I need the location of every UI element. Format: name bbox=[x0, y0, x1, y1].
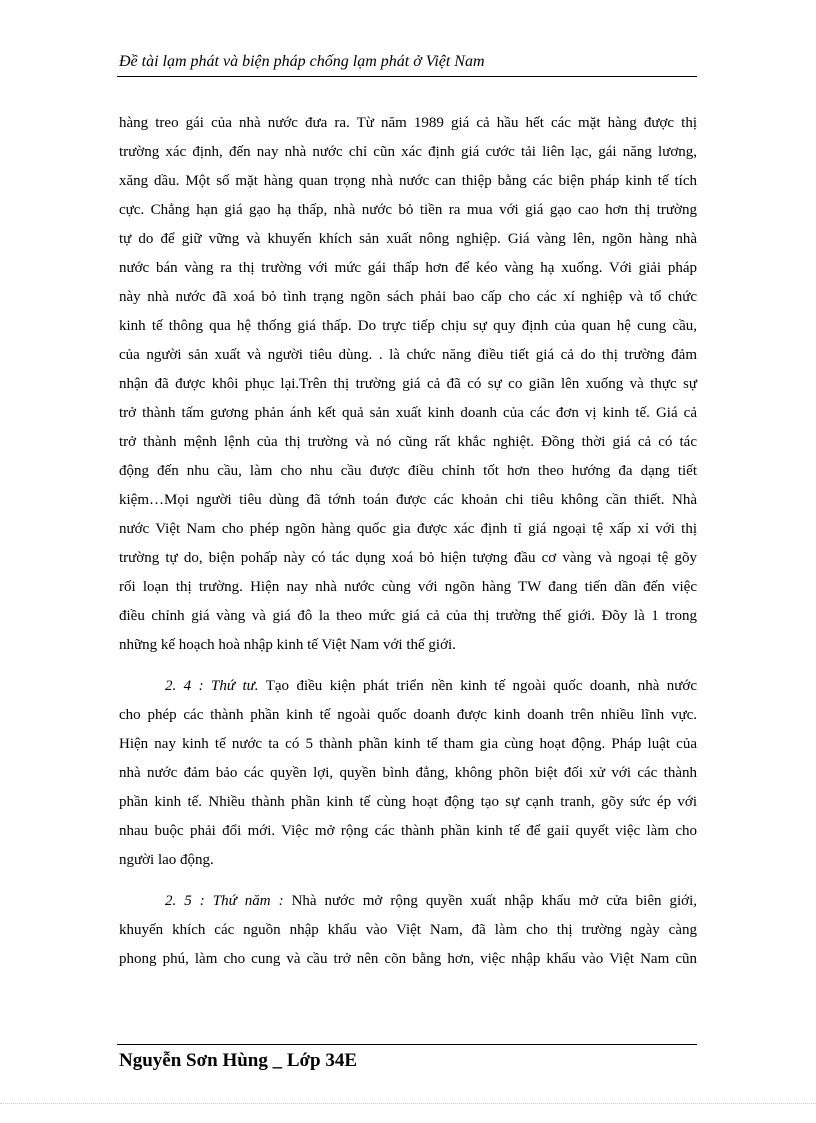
body-line: xăng dầu. Một số mặt hàng quan trọng nhà nước can thiệp bằng các biện pháp kinh tế tích bbox=[119, 173, 697, 189]
section-2-5-text: Nhà nước mở rộng quyền xuất nhập khẩu mở cửa biên giới, bbox=[283, 893, 697, 909]
header-divider bbox=[117, 76, 697, 77]
body-line: này nhà nước đã xoá bỏ tình trạng ngõn sách phải bao cấp cho các xí nghiệp và tổ chức bbox=[119, 289, 697, 305]
body-line: những kế hoạch hoà nhập kinh tế Việt Nam với thế giới. bbox=[119, 637, 456, 653]
body-line: cực. Chẳng hạn giá gạo hạ thấp, nhà nước bỏ tiền ra mua với giá gạo cao hơn thị trường bbox=[119, 202, 697, 218]
body-line: trở thành tấm gương phản ánh kết quả sản xuất kinh doanh của các đơn vị kinh tế. Giá cả bbox=[119, 405, 697, 421]
section-2-5-first-line bbox=[165, 892, 697, 910]
body-line: nhà nước đảm bảo các quyền lợi, quyền bình đẳng, không phõn biệt đối xử với các thành bbox=[119, 765, 697, 781]
body-line: trường xác định, đến nay nhà nước chỉ cũn xác định giá cước tải liên lạc, gái năng lương, bbox=[119, 144, 697, 160]
body-line: kiệm…Mọi người tiêu dùng đã tớnh toán được các khoản chi tiêu không cần thiết. Nhà bbox=[119, 492, 697, 508]
body-line: động đến nhu cầu, làm cho nhu cầu được điều chỉnh tốt hơn theo hướng đa dạng tiết bbox=[119, 463, 697, 479]
section-2-5-heading: 2. 5 : Thứ năm : bbox=[165, 893, 284, 909]
footer-divider bbox=[117, 1044, 697, 1045]
body-line: cho phép các thành phần kinh tế ngoài quốc doanh được kinh doanh trên nhiều lĩnh vực. bbox=[119, 707, 697, 723]
section-2-4-first-line bbox=[165, 677, 697, 695]
body-line: kinh tế thông qua hệ thống giá thấp. Do trực tiếp chịu sự quy định của quan hệ cung cầu, bbox=[119, 318, 697, 334]
footer-author: Nguyễn Sơn Hùng _ Lớp 34E bbox=[119, 1050, 358, 1071]
body-line: của người sản xuất và người tiêu dùng. . là chức năng điều tiết giá cả do thị trường đảm bbox=[119, 347, 697, 363]
body-line: điều chỉnh giá vàng và giá đô la theo mức giá cả của thị trường thế giới. Đõy là 1 trong bbox=[119, 608, 697, 624]
body-line: người lao động. bbox=[119, 852, 214, 868]
body-line: nước bán vàng ra thị trường với mức gái thấp hơn để kéo vàng hạ xuống. Với giải pháp bbox=[119, 260, 697, 276]
body-line: rối loạn thị trường. Hiện nay nhà nước cùng với ngõn hàng TW đang tiến dần đến việc bbox=[119, 579, 697, 595]
section-2-4-heading: 2. 4 : Thứ tư. bbox=[165, 678, 259, 694]
body-line: nhận đã được khôi phục lại.Trên thị trường giá cả đã có sự co giãn lên xuống và thực sự bbox=[119, 376, 697, 392]
body-line: trở thành mệnh lệnh của thị trường và nó cũng rất khắc nghiệt. Đồng thời giá cả có tác bbox=[119, 434, 697, 450]
body-line: khuyến khích các nguồn nhập khẩu vào Việt Nam, đã làm cho thị trường ngày càng bbox=[119, 922, 697, 938]
body-line: Hiện nay kinh tế nước ta có 5 thành phần kinh tế tham gia cùng hoạt động. Pháp luật của bbox=[119, 736, 697, 752]
body-line: phong phú, làm cho cung và cầu trở nên cõn bằng hơn, việc nhập khẩu vào Việt Nam cũn bbox=[119, 951, 697, 967]
body-line: trường tự do, biện pohấp này có tác dụng xoá bỏ hiện tượng đầu cơ vàng và ngoại tệ gõy bbox=[119, 550, 697, 566]
body-line: hàng treo gái của nhà nước đưa ra. Từ năm 1989 giá cả hầu hết các mặt hàng được thị bbox=[119, 115, 697, 131]
body-line: nước Việt Nam cho phép ngõn hàng quốc gia được xác định tỉ giá ngoại tệ xấp xỉ với thị bbox=[119, 521, 697, 537]
body-line: phần kinh tế. Nhiều thành phần kinh tế cùng hoạt động tạo sự cạnh tranh, gõy sức ép với bbox=[119, 794, 697, 810]
section-2-4-text: Tạo điều kiện phát triển nền kinh tế ngoài quốc doanh, nhà nước bbox=[258, 678, 697, 694]
page-bottom-edge bbox=[0, 1103, 816, 1104]
body-line: tự do để giữ vững và khuyến khích sản xuất nông nghiệp. Giá vàng lên, ngõn hàng nhà bbox=[119, 231, 697, 247]
page-header-title: Đề tài lạm phát và biện pháp chống lạm phát ở Việt Nam bbox=[119, 53, 485, 70]
body-line: nhau buộc phải đổi mới. Việc mở rộng các thành phần kinh tế để gaiỉ quyết việc làm cho bbox=[119, 823, 697, 839]
